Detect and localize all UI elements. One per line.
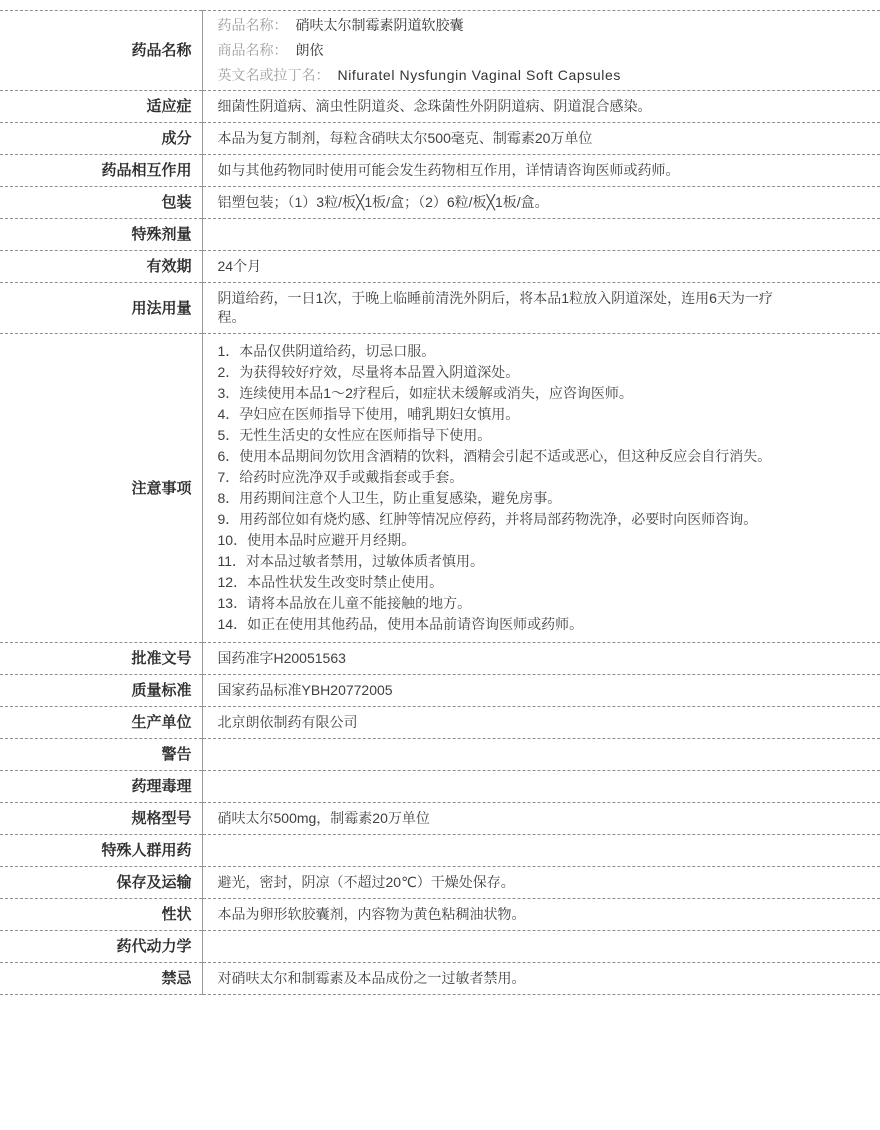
- row-label: 药理毒理: [0, 771, 202, 803]
- drug-info-table: [0, 10, 880, 995]
- drug-name-key: 药品名称：: [217, 17, 288, 33]
- row-content: [202, 931, 880, 963]
- row-label: 性状: [0, 899, 202, 931]
- table-row-precautions: [0, 334, 880, 643]
- drug-name-line: [218, 13, 786, 38]
- table-row-pharmacology-toxicology: [0, 771, 880, 803]
- row-label-drug-name: 药品名称: [0, 11, 202, 91]
- row-content: 对硝呋太尔和制霉素及本品成份之一过敏者禁用。: [217, 970, 526, 986]
- row-content: 铝塑包装；（1）3粒/板╳1板/盒；（2）6粒/板╳1板/盒。: [217, 194, 549, 210]
- table-row-specification: [0, 803, 880, 835]
- row-label: 包装: [0, 187, 202, 219]
- precaution-item: 14．如正在使用其他药品，使用本品前请咨询医师或药师。: [217, 616, 584, 632]
- row-content: 细菌性阴道病、滴虫性阴道炎、念珠菌性外阴阴道病、阴道混合感染。: [217, 98, 652, 114]
- row-label: 禁忌: [0, 963, 202, 995]
- table-row-special-populations: [0, 835, 880, 867]
- table-row-packaging: [0, 187, 880, 219]
- english-name-value: Nifuratel Nysfungin Vaginal Soft Capsules: [337, 67, 621, 83]
- precaution-item: 2．为获得较好疗效，尽量将本品置入阴道深处。: [217, 364, 520, 380]
- row-label: 药品相互作用: [0, 155, 202, 187]
- row-content-drug-name: [202, 11, 880, 91]
- row-content: 硝呋太尔500mg，制霉素20万单位: [217, 810, 430, 826]
- row-content: 国药准字H20051563: [217, 650, 346, 666]
- english-name-line: [218, 63, 786, 88]
- precaution-item: 11．对本品过敏者禁用，过敏体质者慎用。: [217, 553, 485, 569]
- precaution-item: 10．使用本品时应避开月经期。: [217, 532, 416, 548]
- english-name-key: 英文名或拉丁名：: [217, 67, 330, 83]
- precaution-item: 8．用药期间注意个人卫生，防止重复感染，避免房事。: [217, 490, 562, 506]
- row-label: 质量标准: [0, 675, 202, 707]
- row-content: [202, 835, 880, 867]
- row-label-precautions: 注意事项: [0, 334, 202, 643]
- row-content: [202, 771, 880, 803]
- precaution-item: 3．连续使用本品1～2疗程后，如症状未缓解或消失，应咨询医师。: [217, 385, 633, 401]
- table-row-indications: [0, 91, 880, 123]
- table-row-warning: [0, 739, 880, 771]
- row-label: 特殊人群用药: [0, 835, 202, 867]
- row-content: 本品为卵形软胶囊剂，内容物为黄色粘稠油状物。: [217, 906, 526, 922]
- table-row-approval-number: [0, 643, 880, 675]
- table-row-manufacturer: [0, 707, 880, 739]
- precaution-item: 4．孕妇应在医师指导下使用，哺乳期妇女慎用。: [217, 406, 520, 422]
- precaution-item: 1．本品仅供阴道给药，切忌口服。: [217, 343, 436, 359]
- table-row-composition: [0, 123, 880, 155]
- row-label: 批准文号: [0, 643, 202, 675]
- row-label: 适应症: [0, 91, 202, 123]
- precaution-item: 12．本品性状发生改变时禁止使用。: [217, 574, 444, 590]
- row-content: 北京朗依制药有限公司: [217, 714, 358, 730]
- row-content: 阴道给药，一日1次，于晚上临睡前清洗外阴后，将本品1粒放入阴道深处，连用6天为一疗程。: [217, 290, 773, 325]
- row-content: [202, 219, 880, 251]
- table-row-interactions: [0, 155, 880, 187]
- table-row-quality-standard: [0, 675, 880, 707]
- table-row-pharmacokinetics: [0, 931, 880, 963]
- row-content: 本品为复方制剂，每粒含硝呋太尔500毫克、制霉素20万单位: [217, 130, 593, 146]
- trade-name-key: 商品名称：: [217, 42, 288, 58]
- drug-name-value: 硝呋太尔制霉素阴道软胶囊: [295, 17, 464, 33]
- trade-name-value: 朗依: [295, 42, 324, 58]
- row-content: 如与其他药物同时使用可能会发生药物相互作用，详情请咨询医师或药师。: [217, 162, 680, 178]
- table-row-description: [0, 899, 880, 931]
- table-row-shelf-life: [0, 251, 880, 283]
- row-label: 有效期: [0, 251, 202, 283]
- row-content: 国家药品标准YBH20772005: [217, 682, 393, 698]
- precaution-item: 6．使用本品期间勿饮用含酒精的饮料，酒精会引起不适或恶心，但这种反应会自行消失。: [217, 448, 772, 464]
- row-label: 成分: [0, 123, 202, 155]
- precaution-item: 5．无性生活史的女性应在医师指导下使用。: [217, 427, 492, 443]
- row-content: [202, 739, 880, 771]
- table-row-dosage-usage: [0, 283, 880, 334]
- row-label: 规格型号: [0, 803, 202, 835]
- row-label: 药代动力学: [0, 931, 202, 963]
- precaution-item: 9．用药部位如有烧灼感、红肿等情况应停药，并将局部药物洗净，必要时向医师咨询。: [217, 511, 758, 527]
- row-label: 用法用量: [0, 283, 202, 334]
- table-row-special-dosage: [0, 219, 880, 251]
- row-label: 保存及运输: [0, 867, 202, 899]
- row-label: 警告: [0, 739, 202, 771]
- row-label: 生产单位: [0, 707, 202, 739]
- row-label: 特殊剂量: [0, 219, 202, 251]
- precaution-item: 13．请将本品放在儿童不能接触的地方。: [217, 595, 472, 611]
- row-content: 24个月: [217, 258, 262, 274]
- table-row-contraindications: [0, 963, 880, 995]
- trade-name-line: [218, 38, 786, 63]
- row-content: 避光，密封，阴凉（不超过20℃）干燥处保存。: [217, 874, 515, 890]
- table-row-drug-name: [0, 11, 880, 91]
- row-content-precautions: [202, 334, 880, 643]
- table-row-storage-transport: [0, 867, 880, 899]
- precaution-item: 7．给药时应洗净双手或戴指套或手套。: [217, 469, 464, 485]
